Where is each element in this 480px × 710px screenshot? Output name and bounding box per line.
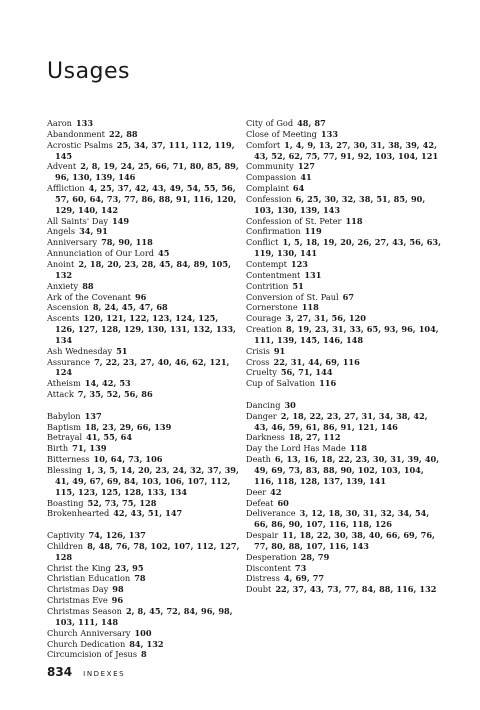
index-entry bbox=[246, 357, 442, 368]
index-page-refs: 51 bbox=[116, 345, 128, 356]
index-term: Betrayal bbox=[47, 432, 83, 443]
index-page-refs: 22, 37, 43, 73, 77, 84, 88, 116, 132 bbox=[275, 584, 437, 595]
index-page-refs: 133 bbox=[320, 128, 339, 139]
index-page-refs: 2, 18, 20, 23, 28, 45, 84, 89, 105, 132 bbox=[55, 258, 231, 280]
index-term: Ash Wednesday bbox=[47, 345, 113, 356]
index-entry bbox=[246, 367, 442, 378]
index-entry bbox=[47, 237, 241, 248]
page-footer bbox=[47, 661, 125, 680]
index-entry bbox=[47, 584, 241, 595]
index-page-refs: 18, 23, 29, 66, 139 bbox=[85, 421, 172, 432]
index-page-refs: 74, 126, 137 bbox=[88, 530, 146, 541]
index-page-refs: 120, 121, 122, 123, 124, 125, 126, 127, 128, 129, 130, 131, 132, 133, 134 bbox=[55, 313, 236, 345]
index-page-refs: 149 bbox=[111, 215, 130, 226]
index-entry bbox=[47, 639, 241, 650]
index-page-refs: 8, 24, 45, 47, 68 bbox=[92, 302, 168, 313]
index-term: Anniversary bbox=[47, 237, 98, 248]
index-term: Despair bbox=[246, 530, 279, 541]
index-term: Crisis bbox=[246, 345, 270, 356]
index-entry bbox=[246, 237, 442, 259]
letter-group-gap bbox=[47, 400, 241, 411]
index-term: Attack bbox=[47, 389, 74, 400]
index-entry bbox=[246, 118, 442, 129]
index-term: Doubt bbox=[246, 584, 272, 595]
index-term: Cup of Salvation bbox=[246, 378, 316, 389]
index-entry bbox=[246, 411, 442, 433]
index-page-refs: 56, 71, 144 bbox=[280, 367, 333, 378]
index-entry bbox=[246, 573, 442, 584]
index-page-refs: 22, 31, 44, 69, 116 bbox=[273, 356, 360, 367]
index-page-refs: 48, 87 bbox=[297, 118, 326, 128]
index-term: Community bbox=[246, 161, 294, 172]
index-entry bbox=[47, 563, 241, 574]
index-page-refs: 1, 4, 9, 13, 27, 30, 31, 38, 39, 42, 43, 52, 62, 75, 77, 91, 92, 103, 104, 121 bbox=[254, 139, 439, 161]
index-term: Desperation bbox=[246, 551, 297, 562]
index-entry bbox=[47, 226, 241, 237]
index-page-refs: 78 bbox=[134, 573, 146, 584]
index-term: Distress bbox=[246, 573, 280, 584]
index-page-refs: 2, 8, 19, 24, 25, 66, 71, 80, 85, 89, 96, 130, 139, 146 bbox=[55, 161, 239, 183]
index-page-refs: 11, 18, 22, 30, 38, 40, 66, 69, 76, 77, 80, 88, 107, 116, 143 bbox=[254, 530, 435, 551]
index-page-refs: 4, 69, 77 bbox=[283, 573, 325, 584]
index-entry bbox=[47, 649, 241, 660]
index-entry bbox=[246, 270, 442, 281]
index-entry bbox=[47, 443, 241, 454]
index-page-refs: 41, 55, 64 bbox=[86, 432, 133, 443]
index-term: Ascension bbox=[47, 302, 89, 313]
index-term: Children bbox=[47, 540, 84, 551]
index-page-refs: 3, 27, 31, 56, 120 bbox=[285, 313, 366, 324]
index-page-refs: 42, 43, 51, 147 bbox=[113, 508, 183, 519]
index-term: City of God bbox=[246, 118, 294, 128]
index-page-refs: 131 bbox=[304, 269, 322, 280]
index-term: Abandonment bbox=[47, 128, 105, 139]
page-number: 834 bbox=[47, 665, 73, 679]
index-page-refs: 52, 73, 75, 128 bbox=[87, 497, 157, 508]
index-term: Annunciation of Our Lord bbox=[47, 248, 154, 259]
index-entry bbox=[47, 292, 241, 303]
index-entry bbox=[47, 259, 241, 281]
footer-section-label: INDEXES bbox=[83, 670, 126, 678]
index-entry bbox=[246, 324, 442, 346]
index-term: Danger bbox=[246, 410, 277, 421]
index-entry bbox=[246, 259, 442, 270]
index-entry bbox=[246, 498, 442, 509]
index-entry bbox=[246, 172, 442, 183]
index-entry bbox=[246, 552, 442, 563]
index-page-refs: 8, 48, 76, 78, 102, 107, 112, 127, 128 bbox=[55, 540, 240, 562]
index-entry bbox=[246, 281, 442, 292]
index-entry bbox=[47, 183, 241, 216]
index-entry bbox=[246, 161, 442, 172]
index-page-refs: 22, 88 bbox=[108, 128, 138, 139]
index-term: Christmas Eve bbox=[47, 595, 108, 606]
index-term: Ark of the Covenant bbox=[47, 291, 131, 302]
index-page-refs: 88 bbox=[82, 280, 94, 291]
index-term: Acrostic Psalms bbox=[47, 139, 113, 150]
index-entry bbox=[246, 313, 442, 324]
index-term: Angels bbox=[47, 226, 76, 237]
letter-group-gap bbox=[47, 519, 241, 530]
index-page-refs: 78, 90, 118 bbox=[101, 237, 153, 248]
index-entry bbox=[47, 378, 241, 389]
index-entry bbox=[246, 194, 442, 216]
index-entry bbox=[246, 530, 442, 552]
index-entry bbox=[246, 508, 442, 530]
index-term: Death bbox=[246, 454, 271, 465]
index-entry bbox=[47, 118, 241, 129]
index-page-refs: 96 bbox=[111, 595, 124, 606]
index-term: Boasting bbox=[47, 497, 84, 508]
index-page-refs: 84, 132 bbox=[129, 638, 164, 649]
index-entry bbox=[47, 628, 241, 639]
index-term: Baptism bbox=[47, 421, 82, 432]
letter-group-gap bbox=[246, 389, 442, 400]
index-term: Aaron bbox=[47, 118, 72, 128]
index-entry bbox=[47, 140, 241, 162]
index-page-refs: 6, 13, 16, 18, 22, 23, 30, 31, 39, 40, 49, 69, 73, 83, 88, 90, 102, 103, 104, 116, 118, 128, 137, 139, 141 bbox=[254, 454, 440, 486]
index-term: Defeat bbox=[246, 497, 274, 508]
index-page-refs: 118 bbox=[301, 302, 319, 313]
index-term: All Saints' Day bbox=[47, 215, 108, 226]
page-title: Usages bbox=[47, 58, 131, 84]
index-page-refs: 71, 139 bbox=[72, 443, 107, 454]
index-entry bbox=[47, 454, 241, 465]
index-term: Courage bbox=[246, 313, 282, 324]
index-term: Contrition bbox=[246, 280, 289, 291]
index-page-refs: 25, 34, 37, 111, 112, 119, 145 bbox=[55, 139, 235, 161]
index-term: Compassion bbox=[246, 172, 297, 183]
index-entry bbox=[246, 346, 442, 357]
index-term: Conflict bbox=[246, 237, 279, 248]
index-entry bbox=[246, 432, 442, 443]
index-page-refs: 4, 25, 37, 42, 43, 49, 54, 55, 56, 57, 60, 64, 73, 77, 86, 88, 91, 116, 120, 129, 140, 142 bbox=[55, 183, 237, 215]
index-page-refs: 118 bbox=[345, 215, 363, 226]
index-page-refs: 7, 35, 52, 56, 86 bbox=[77, 389, 153, 400]
index-page-refs: 41 bbox=[300, 172, 312, 183]
index-page-refs: 123 bbox=[290, 258, 308, 269]
index-term: Darkness bbox=[246, 432, 285, 443]
index-term: Blessing bbox=[47, 465, 83, 475]
index-page-refs: 137 bbox=[84, 410, 102, 421]
index-term: Circumcision of Jesus bbox=[47, 649, 138, 660]
index-page-refs: 23, 95 bbox=[114, 562, 144, 573]
index-term: Anxiety bbox=[47, 280, 79, 291]
index-page-refs: 45 bbox=[158, 248, 170, 259]
index-term: Church Dedication bbox=[47, 638, 126, 649]
index-entry bbox=[47, 595, 241, 606]
index-term: Christmas Day bbox=[47, 584, 109, 595]
index-page-refs: 118 bbox=[349, 443, 367, 454]
index-entry bbox=[246, 216, 442, 227]
index-entry bbox=[47, 313, 241, 346]
index-term: Christmas Season bbox=[47, 605, 122, 616]
index-term: Comfort bbox=[246, 139, 281, 150]
index-term: Cruelty bbox=[246, 367, 277, 378]
index-entry bbox=[246, 302, 442, 313]
index-entry bbox=[47, 432, 241, 443]
index-term: Day the Lord Has Made bbox=[246, 443, 346, 454]
index-entry bbox=[47, 530, 241, 541]
index-entry bbox=[246, 140, 442, 162]
index-page-refs: 28, 79 bbox=[300, 551, 330, 562]
index-term: Ascents bbox=[47, 313, 80, 324]
index-entry bbox=[47, 389, 241, 400]
index-entry bbox=[47, 281, 241, 292]
index-page-refs: 7, 22, 23, 27, 40, 46, 62, 121, 124 bbox=[55, 356, 230, 378]
index-entry bbox=[47, 248, 241, 259]
index-entry bbox=[246, 183, 442, 194]
index-page-refs: 64 bbox=[292, 183, 305, 194]
index-term: Discontent bbox=[246, 562, 291, 573]
index-entry bbox=[246, 400, 442, 411]
index-entry bbox=[246, 226, 442, 237]
index-page-refs: 116 bbox=[319, 378, 337, 389]
index-page-refs: 96 bbox=[134, 291, 147, 302]
index-page-refs: 73 bbox=[294, 562, 307, 573]
index-term: Affliction bbox=[47, 183, 85, 194]
index-entry bbox=[47, 422, 241, 433]
index-page-refs: 127 bbox=[297, 161, 315, 172]
index-term: Babylon bbox=[47, 410, 81, 421]
index-page-refs: 30 bbox=[284, 399, 296, 410]
index-term: Contempt bbox=[246, 258, 287, 269]
index-term: Conversion of St. Paul bbox=[246, 291, 339, 302]
index-page-refs: 51 bbox=[292, 280, 304, 291]
index-term: Deer bbox=[246, 486, 267, 497]
index-entry bbox=[246, 584, 442, 595]
index-page-refs: 34, 91 bbox=[79, 226, 108, 237]
index-page-refs: 3, 12, 18, 30, 31, 32, 34, 54, 66, 86, 90, 107, 116, 118, 126 bbox=[254, 508, 430, 530]
index-term: Atheism bbox=[47, 378, 81, 389]
index-term: Captivity bbox=[47, 530, 85, 541]
index-entry bbox=[246, 487, 442, 498]
index-entry bbox=[246, 129, 442, 140]
index-term: Bitterness bbox=[47, 454, 90, 465]
index-entry bbox=[47, 573, 241, 584]
index-entry bbox=[47, 129, 241, 140]
index-entry bbox=[47, 346, 241, 357]
index-term: Confirmation bbox=[246, 226, 301, 237]
index-term: Dancing bbox=[246, 399, 281, 410]
index-column-right bbox=[246, 118, 442, 595]
index-term: Complaint bbox=[246, 183, 289, 194]
index-term: Contentment bbox=[246, 269, 301, 280]
index-term: Creation bbox=[246, 324, 283, 335]
index-term: Close of Meeting bbox=[246, 128, 317, 139]
index-term: Assurance bbox=[47, 356, 91, 367]
index-entry bbox=[246, 563, 442, 574]
index-term: Birth bbox=[47, 443, 69, 454]
index-term: Anoint bbox=[47, 258, 75, 269]
index-page-refs: 133 bbox=[75, 118, 94, 128]
index-term: Confession bbox=[246, 193, 292, 204]
index-page-refs: 67 bbox=[342, 291, 355, 302]
index-page-refs: 42 bbox=[270, 486, 282, 497]
index-entry bbox=[47, 541, 241, 563]
index-page-refs: 8, 19, 23, 31, 33, 65, 93, 96, 104, 111, 139, 145, 146, 148 bbox=[254, 324, 439, 345]
index-page-refs: 1, 5, 18, 19, 20, 26, 27, 43, 56, 63, 119, 130, 141 bbox=[254, 237, 441, 259]
index-page-refs: 2, 8, 45, 72, 84, 96, 98, 103, 111, 148 bbox=[55, 605, 233, 627]
index-term: Confession of St. Peter bbox=[246, 215, 342, 226]
index-page-refs: 6, 25, 30, 32, 38, 51, 85, 90, 103, 130, 139, 143 bbox=[254, 193, 426, 215]
index-entry bbox=[47, 302, 241, 313]
index-entry bbox=[47, 498, 241, 509]
index-entry bbox=[47, 465, 241, 498]
index-term: Cross bbox=[246, 356, 270, 367]
index-page-refs: 2, 18, 22, 23, 27, 31, 34, 38, 42, 43, 46, 59, 61, 86, 91, 121, 146 bbox=[254, 410, 428, 432]
index-entry bbox=[246, 443, 442, 454]
index-term: Advent bbox=[47, 161, 77, 172]
index-entry bbox=[47, 508, 241, 519]
index-term: Deliverance bbox=[246, 508, 296, 519]
index-page-refs: 1, 3, 5, 14, 20, 23, 24, 32, 37, 39, 41, 49, 67, 69, 84, 103, 106, 107, 112, 115, 123, 125, 128, 133, 134 bbox=[55, 465, 239, 497]
index-term: Cornerstone bbox=[246, 302, 298, 313]
index-page-refs: 119 bbox=[304, 226, 322, 237]
index-entry bbox=[246, 378, 442, 389]
index-page-refs: 8 bbox=[141, 649, 147, 660]
index-page-refs: 10, 64, 73, 106 bbox=[93, 454, 163, 465]
index-term: Christian Education bbox=[47, 573, 131, 584]
index-term: Brokenhearted bbox=[47, 508, 110, 519]
index-entry bbox=[246, 292, 442, 303]
index-page-refs: 60 bbox=[277, 497, 289, 508]
index-page-refs: 18, 27, 112 bbox=[288, 432, 341, 443]
index-entry bbox=[47, 357, 241, 379]
index-page-refs: 98 bbox=[112, 584, 124, 595]
index-page-refs: 100 bbox=[134, 627, 152, 638]
index-entry bbox=[47, 161, 241, 183]
index-entry bbox=[47, 216, 241, 227]
index-column-left bbox=[47, 118, 241, 660]
index-entry bbox=[246, 454, 442, 487]
index-page-refs: 14, 42, 53 bbox=[84, 378, 131, 389]
index-page-refs: 91 bbox=[273, 345, 286, 356]
index-term: Christ the King bbox=[47, 562, 111, 573]
index-entry bbox=[47, 411, 241, 422]
index-entry bbox=[47, 606, 241, 628]
index-term: Church Anniversary bbox=[47, 627, 131, 638]
